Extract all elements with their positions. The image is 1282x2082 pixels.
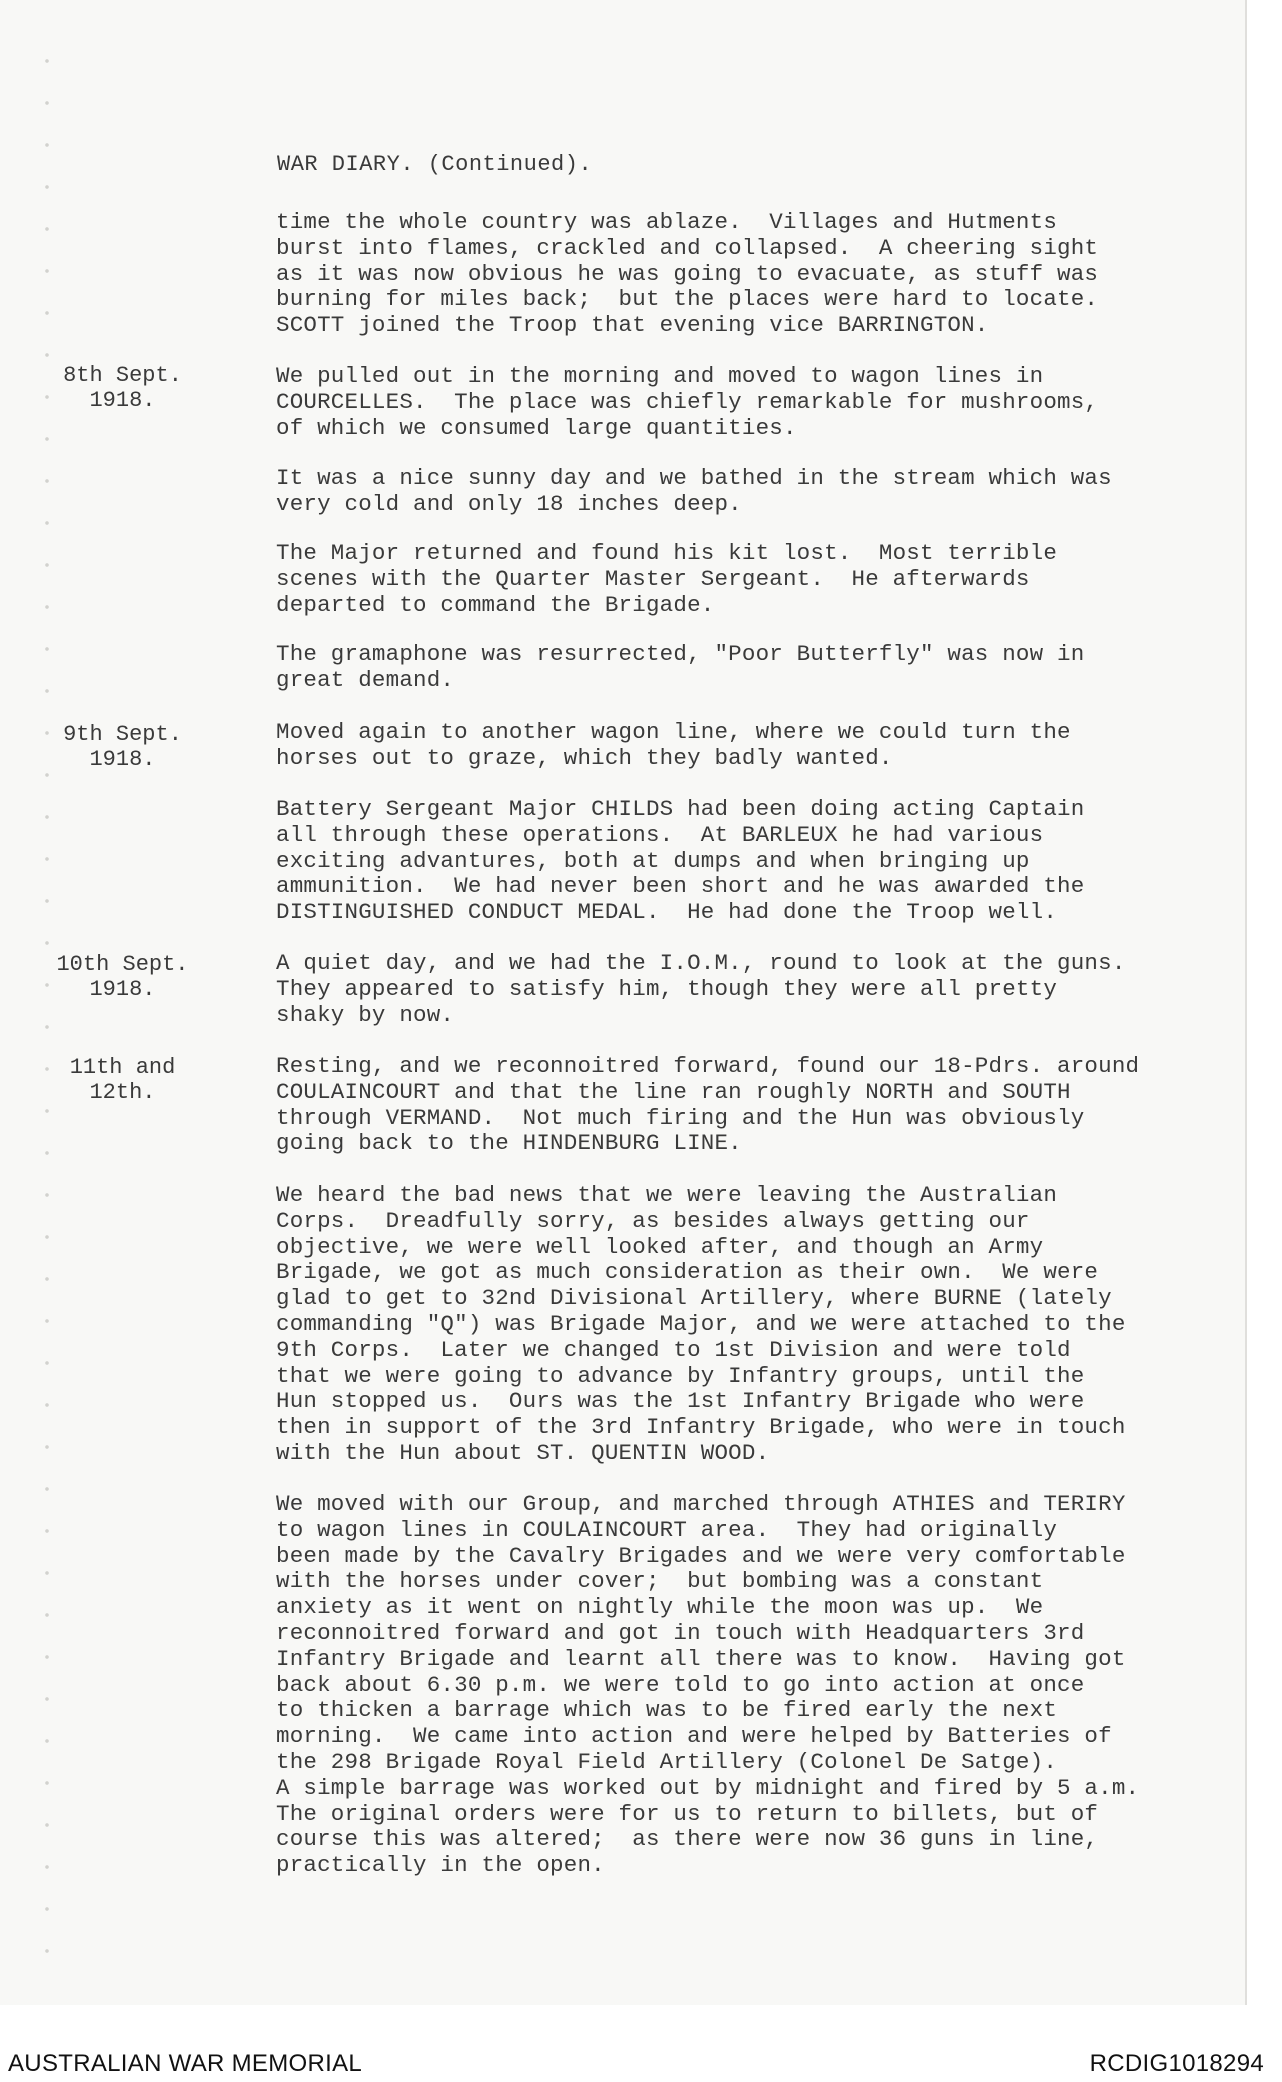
date-10th-sept: 10th Sept. 1918. <box>56 952 189 1002</box>
archive-credit: AUSTRALIAN WAR MEMORIAL <box>8 2050 363 2077</box>
paragraph: A quiet day, and we had the I.O.M., round to look at the guns. They appeared to satisfy him, though they were all pretty shaky by now. <box>276 950 1126 1028</box>
paragraph: Resting, and we reconnoitred forward, found our 18-Pdrs. around COULAINCOURT and that the line ran roughly NORTH and SOUTH through VERMAND. Not much firing and the Hun was obviously going back to the HINDENBURG LINE. <box>276 1053 1140 1157</box>
paragraph: The gramaphone was resurrected, "Poor Butterfly" was now in great demand. <box>276 641 1085 693</box>
paragraph: We heard the bad news that we were leaving the Australian Corps. Dreadfully sorry, as besides always getting our objective, we were well looked after, and though an Army Brigade, we got as much consideration as their own. We were glad to get to 32nd Divisional Artillery, where BURNE (lately commanding "Q") was Brigade Major, and we were attached to the 9th Corps. Later we changed to 1st Division and were told that we were going to advance by Infantry groups, until the Hun stopped us. Ours was the 1st Infantry Brigade who were then in support of the 3rd Infantry Brigade, who were in touch with the Hun about ST. QUENTIN WOOD. <box>276 1182 1126 1466</box>
diary-heading: WAR DIARY. (Continued). <box>277 152 593 177</box>
paragraph: Moved again to another wagon line, where we could turn the horses out to graze, which they badly wanted. <box>276 719 1071 771</box>
date-11th-12th: 11th and 12th. <box>69 1055 176 1105</box>
paragraph: We moved with our Group, and marched through ATHIES and TERIRY to wagon lines in COULAINCOURT area. They had originally been made by the Cavalry Brigades and we were very comfortable with the horses under cover; but bombing was a constant anxiety as it went on nightly while the moon was up. We reconnoitred forward and got in touch with Headquarters 3rd Infantry Brigade and learnt all there was to know. Having got back about 6.30 p.m. we were told to go into action at once to thicken a barrage which was to be fired early the next morning. We came into action and were helped by Batteries of the 298 Brigade Royal Field Artillery (Colonel De Satge). A simple barrage was worked out by midnight and fired by 5 a.m. The original orders were for us to return to billets, but of course this was altered; as there were now 36 guns in line, practically in the open. <box>276 1491 1140 1879</box>
paragraph: The Major returned and found his kit lost. Most terrible scenes with the Quarter Master Sergeant. He afterwards departed to command the Brigade. <box>276 540 1058 618</box>
archive-id: RCDIG1018294 <box>1089 2050 1264 2077</box>
date-9th-sept: 9th Sept. 1918. <box>63 722 182 772</box>
paragraph: It was a nice sunny day and we bathed in the stream which was very cold and only 18 inches deep. <box>276 465 1112 517</box>
paragraph: Battery Sergeant Major CHILDS had been doing acting Captain all through these operations. At BARLEUX he had various exciting advantures, both at dumps and when bringing up ammunition. We had never been short and he was awarded the DISTINGUISHED CONDUCT MEDAL. He had done the Troop well. <box>276 796 1085 926</box>
paragraph: time the whole country was ablaze. Villages and Hutments burst into flames, crackled and collapsed. A cheering sight as it was now obvious he was going to evacuate, as stuff was burning for miles back; but the places were hard to locate. SCOTT joined the Troop that evening vice BARRINGTON. <box>276 209 1099 339</box>
paragraph: We pulled out in the morning and moved to wagon lines in COURCELLES. The place was chiefly remarkable for mushrooms, of which we consumed large quantities. <box>276 363 1099 441</box>
date-8th-sept: 8th Sept. 1918. <box>63 363 182 413</box>
